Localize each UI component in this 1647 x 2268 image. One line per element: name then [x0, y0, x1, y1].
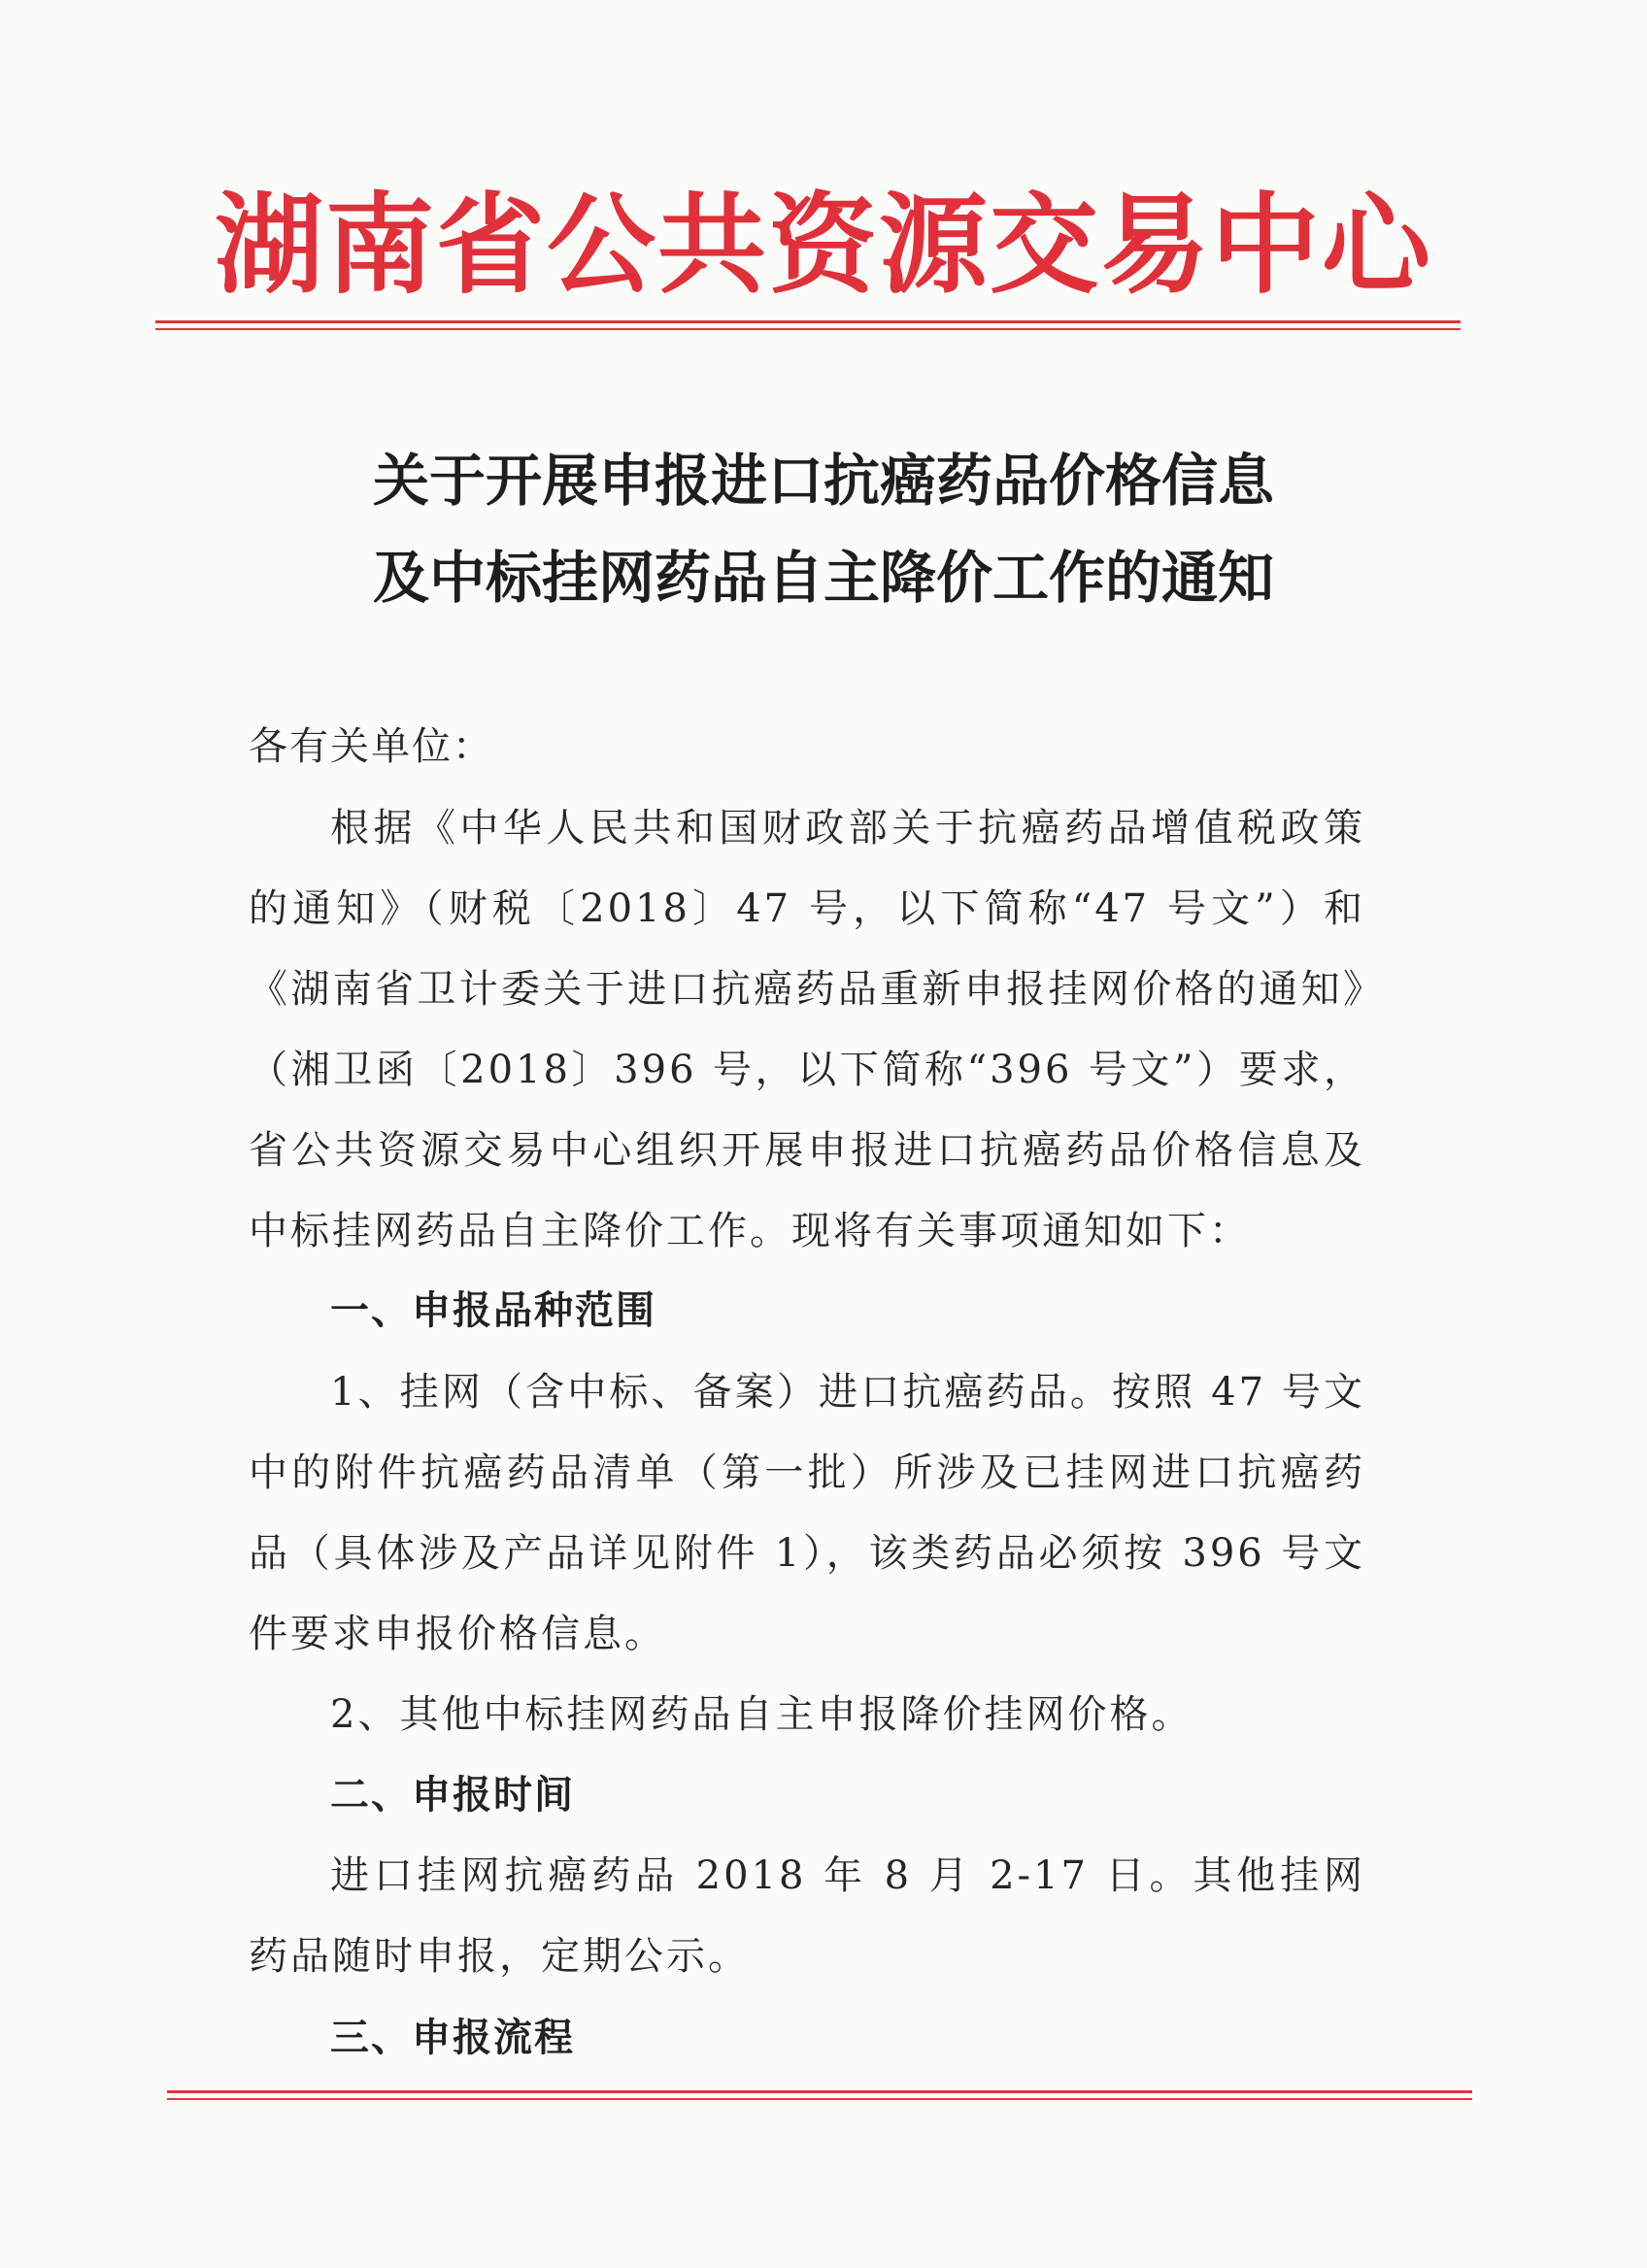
section2-heading: 二、申报时间 — [330, 1773, 575, 1818]
section1-item1: 1、挂网（含中标、备案）进口抗癌药品。按照 47 号文中的附件抗癌药品清单（第一批）所涉及已挂网进口抗癌药品（具体涉及产品详见附件 1），该类药品必须按 396 号文件要求申报价格信息。 — [249, 1370, 1365, 1656]
letterhead-org-name: 湖南省公共资源交易中心 — [215, 183, 1432, 309]
section1-item2: 2、其他中标挂网药品自主申报降价挂网价格。 — [330, 1692, 1193, 1737]
intro-paragraph: 根据《中华人民共和国财政部关于抗癌药品增值税政策的通知》（财税〔2018〕47 号，以下简称“47 号文”）和《湖南省卫计委关于进口抗癌药品重新申报挂网价格的通知》（湘卫函〔2018〕396 号，以下简称“396 号文”）要求，省公共资源交易中心组织开展申报进口抗癌药品价格信息及中标挂网药品自主降价工作。现将有关事项通知如下： — [249, 806, 1365, 1253]
document-title-line2: 及中标挂网药品自主降价工作的通知 — [372, 545, 1274, 611]
document-title-line1: 关于开展申报进口抗癌药品价格信息 — [372, 448, 1274, 514]
section1-heading: 一、申报品种范围 — [330, 1288, 656, 1333]
footer-red-rule — [167, 2090, 1472, 2093]
section2-text: 进口挂网抗癌药品 2018 年 8 月 2-17 日。其他挂网药品随时申报，定期公示。 — [249, 1853, 1365, 1979]
salutation: 各有关单位： — [249, 724, 493, 769]
section3-heading: 三、申报流程 — [330, 2016, 575, 2060]
letterhead-red-rule — [155, 320, 1461, 323]
